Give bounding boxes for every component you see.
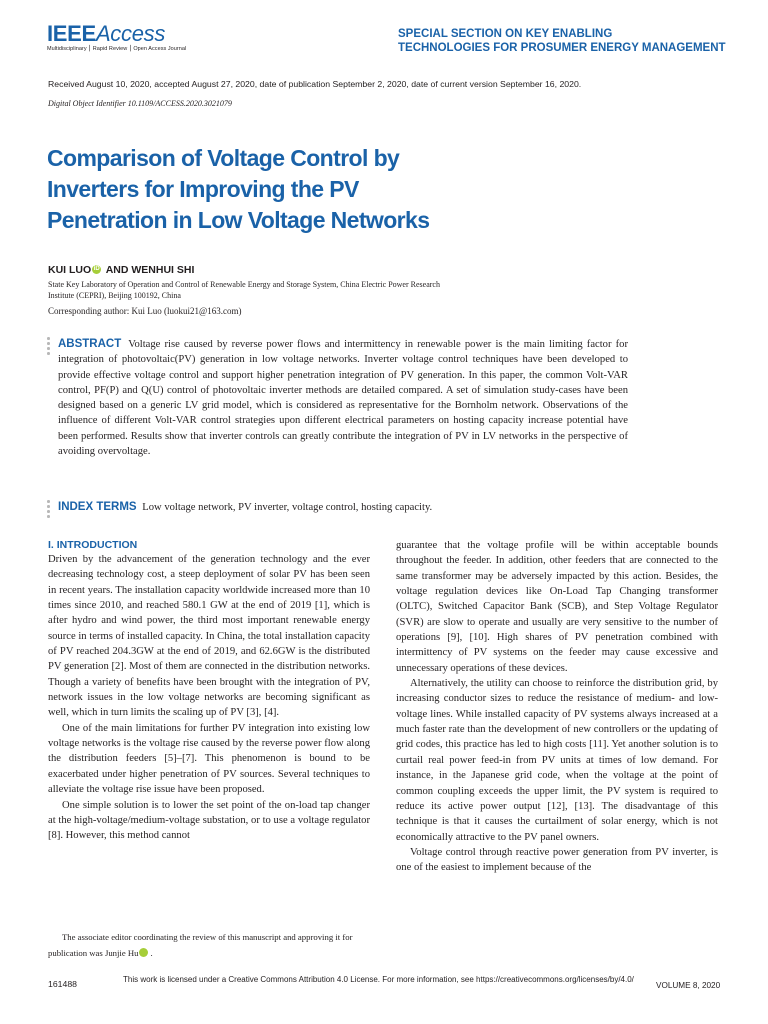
special-section-heading: SPECIAL SECTION ON KEY ENABLING TECHNOLOGIES FOR PROSUMER ENERGY MANAGEMENT: [398, 28, 726, 54]
index-terms-heading: INDEX TERMS: [58, 501, 137, 513]
orcid-icon[interactable]: iD: [139, 948, 148, 957]
paper-title: Comparison of Voltage Control by Inverters for Improving the PV Penetration in Low Voltage Networks: [47, 145, 430, 233]
page-number: 161488: [48, 979, 77, 989]
paragraph: Alternatively, the utility can choose to reinforce the distribution grid, by increasing conductor sizes to reduce the resistance of medium- and low-voltage lines. While installed capacity of PV systems always increased at a much faster rate than the development of new controllers or the updating of grid codes, this practice has led to high costs [11]. Yet another solution is to curtail real power feed-in from PV units at times of low demand. For instance, in the Japanese grid code, when the voltage at the point of common coupling exceeds the upper limit, the PV system is required to reduce its active power output [12], [13]. The disadvantage of this technique is that it causes the curtailment of solar energy, which is not economically attractive to the PV panel owners.: [396, 678, 718, 843]
logo-tagline: Multidisciplinary ⎮ Rapid Review ⎮ Open Access Journal: [47, 46, 187, 52]
license-notice: This work is licensed under a Creative Commons Attribution 4.0 License. For more information, see https://creativecommons.org/licenses/by/4.0/: [123, 975, 634, 984]
journal-logo: [47, 22, 186, 52]
author-connector: AND WENHUI SHI: [105, 264, 195, 276]
author-affiliation: State Key Laboratory of Operation and Control of Renewable Energy and Storage System, China Electric Power Research Institute (CEPRI), Beijing 100192, China: [48, 280, 440, 300]
index-terms-text: Low voltage network, PV inverter, voltage control, hosting capacity.: [142, 502, 433, 513]
abstract-heading: ABSTRACT: [58, 338, 122, 350]
paragraph: Driven by the advancement of the generation technology and the ever decreasing technology cost, a steep deployment of solar PV has been seen in recent years. The installation capacity worldwide increased more than 10 times since 2010, and reached 580.1 GW at the end of 2019 [1], which is after hydro and wind power, the third most important renewable energy source in terms of installed capacity. In China, the total installation capacity of PV reached 204.3GW at the end of 2019, and 62.6GW is the distributed PV generation [2]. Most of them are connected in the distribution networks. Though a variety of benefits have been brought with the integration of PV, network issues in the low voltage networks are becoming significant as well, which in turn limits the scaling up of PV [3], [4].: [48, 554, 370, 719]
section-heading: I. INTRODUCTION: [48, 539, 138, 551]
received-dates: Received August 10, 2020, accepted August 27, 2020, date of publication September 2, 2020, date of current version September 16, 2020.: [48, 79, 582, 89]
author-name: KUI LUO: [48, 264, 92, 276]
editor-footnote: The associate editor coordinating the review of this manuscript and approving it for publication was Junjie Hu iD.: [48, 932, 353, 958]
right-column: [396, 538, 718, 876]
left-column: [48, 538, 370, 844]
index-terms: [58, 500, 628, 515]
corresponding-author: Corresponding author: Kui Luo (luokui21@163.com): [48, 306, 242, 316]
doi-line: Digital Object Identifier 10.1109/ACCESS.2020.3021079: [48, 99, 232, 108]
abstract: [58, 337, 628, 459]
logo-wordmark: IEEEAccess: [47, 21, 166, 46]
paragraph: Voltage control through reactive power generation from PV inverter, is one of the easiest to implement because of the: [396, 846, 718, 874]
paragraph: One simple solution is to lower the set point of the on-load tap changer at the high-voltage/medium-voltage substation, or to use a voltage regulator [8]. However, this method cannot: [48, 799, 370, 842]
orcid-icon[interactable]: iD: [93, 266, 100, 272]
abstract-text: Voltage rise caused by reverse power flows and intermittency in renewable power is the main limiting factor for integration of photovoltaic(PV) generation in low voltage networks. Inverter voltage control techniques have been developed to provide effective voltage control and support higher penetration integration of PV generation. In this paper, the common Volt-VAR control, PF(P) and Q(U) control of photovoltaic inverter methods are detailed compared. A set of simulation study-cases have been designed based on a generic LV grid model, which is considered as representative for the Bornholm network. Observations of the influence of different Volt-VAR control strategies upon different electrical parameters on hosting capacity increase potential have been performed. Results show that inverter controls can greatly contribute the integration of PV in LV networks in the perspective of avoiding overvoltage.: [58, 339, 628, 458]
abstract-marker-icon: [47, 337, 51, 357]
author-list: [48, 264, 194, 276]
paragraph: One of the main limitations for further PV integration into existing low voltage networks is the voltage rise caused by the reverse power flow along the distribution feeders [5]–[7]. This phenomenon is bound to be exacerbated under higher penetration of PV sources. Several techniques to alleviate the voltage rise issue have been proposed.: [48, 722, 370, 796]
index-terms-marker-icon: [47, 500, 51, 520]
volume-label: VOLUME 8, 2020: [656, 981, 721, 990]
paragraph: guarantee that the voltage profile will be within acceptable bounds throughout the feeder. In addition, other feeders that are connected to the same transformer may be adversely impacted by this action. Besides, the voltage regulation devices like On-Load Tap Changing transformer (OLTC), Switched Capacitor Bank (SCB), and Step Voltage Regulator (SVR) are slow to operate and usually are very sensitive to the number of operations [9], [10]. High shares of PV penetration combined with intermittency of PV systems on the feeder may cause excessive and unnecessary operations of these devices.: [396, 540, 718, 674]
